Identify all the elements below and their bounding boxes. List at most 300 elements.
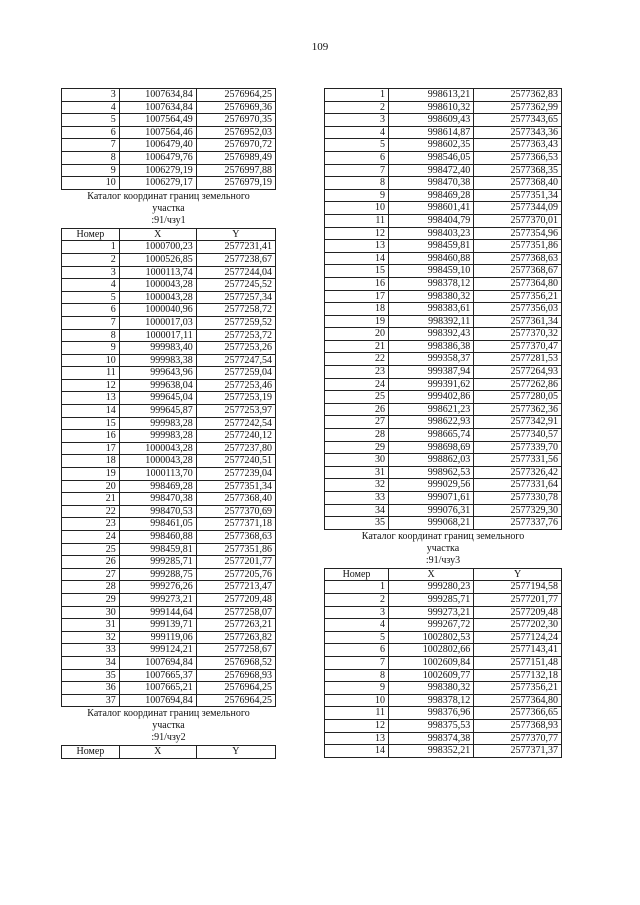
cell-x: 999983,40 [119, 342, 196, 355]
table-row [325, 214, 562, 227]
coordinate-table-continued-right [324, 88, 562, 530]
cell-y: 2577368,93 [474, 719, 562, 732]
cell-number: 11 [62, 367, 120, 380]
cell-number: 24 [325, 378, 389, 391]
table-row [325, 151, 562, 164]
cell-number: 3 [325, 606, 389, 619]
cell-number: 3 [62, 266, 120, 279]
cell-number: 4 [62, 101, 120, 114]
cell-y: 2577370,77 [474, 732, 562, 745]
table-row [62, 139, 276, 152]
table-row [62, 455, 276, 468]
cell-x: 1006279,17 [119, 177, 196, 190]
cell-number: 15 [325, 265, 389, 278]
cell-x: 1002609,77 [388, 669, 473, 682]
table-row [62, 631, 276, 644]
cell-number: 8 [325, 177, 389, 190]
cell-y: 2577253,72 [196, 329, 275, 342]
cell-x: 1006279,19 [119, 164, 196, 177]
cell-number: 8 [62, 329, 120, 342]
cell-number: 14 [325, 745, 389, 758]
table-row [325, 441, 562, 454]
cell-y: 2576970,72 [196, 139, 275, 152]
cell-y: 2577356,21 [474, 290, 562, 303]
cell-x: 998614,87 [388, 126, 473, 139]
cell-number: 35 [325, 517, 389, 530]
cell-y: 2577368,40 [196, 493, 275, 506]
table-row [62, 556, 276, 569]
table-row [325, 101, 562, 114]
cell-x: 999387,94 [388, 366, 473, 379]
cell-number: 32 [325, 479, 389, 492]
cell-x: 998621,23 [388, 403, 473, 416]
cell-y: 2577257,34 [196, 291, 275, 304]
table-row [62, 480, 276, 493]
cell-y: 2577329,30 [474, 504, 562, 517]
table-row [325, 252, 562, 265]
cell-y: 2577239,04 [196, 468, 275, 481]
cell-number: 7 [62, 139, 120, 152]
cell-number: 12 [325, 719, 389, 732]
caption-line: :91/чзу3 [425, 554, 461, 566]
cell-number: 20 [62, 480, 120, 493]
table-row [62, 442, 276, 455]
table-row [62, 581, 276, 594]
cell-number: 21 [62, 493, 120, 506]
table-row [325, 517, 562, 530]
cell-y: 2577363,43 [474, 139, 562, 152]
cell-number: 12 [325, 227, 389, 240]
cell-number: 8 [62, 151, 120, 164]
cell-y: 2577326,42 [474, 466, 562, 479]
cell-number: 17 [325, 290, 389, 303]
cell-x: 1007564,46 [119, 126, 196, 139]
table-row [325, 177, 562, 190]
cell-x: 1002802,53 [388, 631, 473, 644]
cell-x: 998470,38 [119, 493, 196, 506]
cell-x: 999285,71 [388, 593, 473, 606]
cell-number: 27 [62, 568, 120, 581]
table-row [325, 479, 562, 492]
coordinate-table-continued [61, 88, 276, 190]
table-row [325, 227, 562, 240]
cell-x: 998404,79 [388, 214, 473, 227]
right-column [324, 88, 562, 758]
cell-number: 22 [325, 353, 389, 366]
cell-y: 2577370,32 [474, 328, 562, 341]
table-row [62, 316, 276, 329]
cell-y: 2577281,53 [474, 353, 562, 366]
table-row [62, 342, 276, 355]
table-row [325, 504, 562, 517]
cell-x: 998378,12 [388, 694, 473, 707]
cell-y: 2577151,48 [474, 656, 562, 669]
cell-y: 2577343,65 [474, 114, 562, 127]
cell-x: 999124,21 [119, 644, 196, 657]
cell-y: 2577253,19 [196, 392, 275, 405]
table-row [325, 454, 562, 467]
cell-x: 998469,28 [119, 480, 196, 493]
cell-x: 999139,71 [119, 619, 196, 632]
table-row [62, 656, 276, 669]
cell-y: 2577370,01 [474, 214, 562, 227]
cell-y: 2577356,03 [474, 303, 562, 316]
cell-y: 2577201,77 [196, 556, 275, 569]
cell-number: 36 [62, 682, 120, 695]
cell-number: 25 [325, 391, 389, 404]
table-row [62, 354, 276, 367]
table-row [325, 745, 562, 758]
table-row [325, 581, 562, 594]
cell-y: 2576964,25 [196, 694, 275, 707]
cell-number: 2 [325, 101, 389, 114]
table-row [325, 240, 562, 253]
cell-y: 2576989,49 [196, 151, 275, 164]
cell-y: 2577253,46 [196, 379, 275, 392]
cell-x: 999276,26 [119, 581, 196, 594]
cell-x: 1000043,28 [119, 455, 196, 468]
cell-y: 2577253,26 [196, 342, 275, 355]
cell-number: 10 [325, 202, 389, 215]
cell-number: 5 [325, 631, 389, 644]
table-row [325, 631, 562, 644]
cell-x: 998460,88 [388, 252, 473, 265]
cell-number: 29 [62, 593, 120, 606]
cell-y: 2577340,57 [474, 429, 562, 442]
table-row [62, 241, 276, 254]
cell-x: 1007634,84 [119, 101, 196, 114]
cell-x: 1000043,28 [119, 291, 196, 304]
cell-number: 34 [325, 504, 389, 517]
cell-number: 13 [325, 732, 389, 745]
cell-x: 999285,71 [119, 556, 196, 569]
cell-x: 1000017,03 [119, 316, 196, 329]
cell-x: 998601,41 [388, 202, 473, 215]
cell-x: 998459,81 [388, 240, 473, 253]
cell-y: 2577368,63 [196, 531, 275, 544]
table-row [325, 378, 562, 391]
table-row [62, 279, 276, 292]
cell-number: 9 [325, 682, 389, 695]
cell-x: 999645,87 [119, 405, 196, 418]
cell-x: 998962,53 [388, 466, 473, 479]
cell-y: 2576952,03 [196, 126, 275, 139]
table-row [62, 101, 276, 114]
cell-y: 2577351,86 [196, 543, 275, 556]
cell-x: 1000043,28 [119, 442, 196, 455]
cell-x: 1000526,85 [119, 253, 196, 266]
table-row [325, 303, 562, 316]
table-row [62, 505, 276, 518]
cell-y: 2577231,41 [196, 241, 275, 254]
cell-number: 23 [62, 518, 120, 531]
cell-y: 2577364,80 [474, 277, 562, 290]
cell-y: 2576968,52 [196, 656, 275, 669]
table-header-row [62, 228, 276, 241]
cell-x: 999983,28 [119, 430, 196, 443]
table-row [325, 340, 562, 353]
cell-x: 999267,72 [388, 619, 473, 632]
catalog-caption-chzu3 [324, 531, 562, 567]
cell-number: 6 [325, 644, 389, 657]
cell-x: 998698,69 [388, 441, 473, 454]
cell-number: 11 [325, 214, 389, 227]
cell-y: 2577331,64 [474, 479, 562, 492]
cell-y: 2576969,36 [196, 101, 275, 114]
header-x: X [388, 568, 473, 581]
cell-x: 998613,21 [388, 89, 473, 102]
cell-x: 1006479,76 [119, 151, 196, 164]
header-y: Y [196, 228, 275, 241]
table-row [325, 290, 562, 303]
cell-y: 2577361,34 [474, 315, 562, 328]
cell-y: 2577263,82 [196, 631, 275, 644]
cell-y: 2577258,72 [196, 304, 275, 317]
cell-number: 2 [325, 593, 389, 606]
cell-y: 2577344,09 [474, 202, 562, 215]
caption-line: Каталог координат границ земельного [87, 190, 250, 202]
cell-number: 17 [62, 442, 120, 455]
cell-y: 2577371,37 [474, 745, 562, 758]
cell-number: 16 [325, 277, 389, 290]
cell-x: 999068,21 [388, 517, 473, 530]
cell-number: 10 [325, 694, 389, 707]
table-row [325, 89, 562, 102]
cell-x: 999983,28 [119, 417, 196, 430]
table-row [62, 304, 276, 317]
cell-y: 2577253,97 [196, 405, 275, 418]
cell-number: 7 [62, 316, 120, 329]
cell-x: 998469,28 [388, 189, 473, 202]
cell-x: 998378,12 [388, 277, 473, 290]
cell-x: 999391,62 [388, 378, 473, 391]
cell-x: 999071,61 [388, 492, 473, 505]
table-row [325, 682, 562, 695]
cell-number: 7 [325, 656, 389, 669]
table-row [325, 707, 562, 720]
cell-y: 2577132,18 [474, 669, 562, 682]
cell-number: 1 [325, 89, 389, 102]
cell-number: 10 [62, 354, 120, 367]
table-row [325, 126, 562, 139]
cell-x: 1000043,28 [119, 279, 196, 292]
cell-x: 999029,56 [388, 479, 473, 492]
cell-number: 2 [62, 253, 120, 266]
table-row [325, 416, 562, 429]
cell-number: 5 [325, 139, 389, 152]
cell-x: 1000040,96 [119, 304, 196, 317]
cell-x: 999144,64 [119, 606, 196, 619]
cell-y: 2577209,48 [196, 593, 275, 606]
cell-x: 999358,37 [388, 353, 473, 366]
cell-x: 1007694,84 [119, 694, 196, 707]
table-row [325, 202, 562, 215]
table-row [325, 466, 562, 479]
table-row [62, 493, 276, 506]
table-header-row [325, 568, 562, 581]
cell-number: 19 [62, 468, 120, 481]
cell-x: 999280,23 [388, 581, 473, 594]
cell-number: 10 [62, 177, 120, 190]
cell-number: 1 [62, 241, 120, 254]
cell-number: 7 [325, 164, 389, 177]
cell-y: 2576968,93 [196, 669, 275, 682]
cell-y: 2577368,63 [474, 252, 562, 265]
table-row [325, 656, 562, 669]
cell-number: 29 [325, 441, 389, 454]
cell-x: 998403,23 [388, 227, 473, 240]
cell-x: 1007665,21 [119, 682, 196, 695]
cell-x: 1000113,70 [119, 468, 196, 481]
cell-y: 2577364,80 [474, 694, 562, 707]
cell-y: 2577371,18 [196, 518, 275, 531]
table-row [62, 329, 276, 342]
cell-x: 998375,53 [388, 719, 473, 732]
cell-y: 2577362,83 [474, 89, 562, 102]
table-row [325, 593, 562, 606]
cell-x: 999273,21 [119, 593, 196, 606]
table-row [62, 367, 276, 380]
cell-x: 1007694,84 [119, 656, 196, 669]
header-number: Номер [62, 746, 120, 759]
cell-x: 998392,11 [388, 315, 473, 328]
cell-number: 22 [62, 505, 120, 518]
cell-number: 3 [62, 89, 120, 102]
table-row [62, 126, 276, 139]
cell-x: 998622,93 [388, 416, 473, 429]
cell-x: 1002609,84 [388, 656, 473, 669]
cell-y: 2577213,47 [196, 581, 275, 594]
cell-x: 999288,75 [119, 568, 196, 581]
caption-line: участка [152, 720, 185, 732]
cell-number: 35 [62, 669, 120, 682]
cell-x: 999638,04 [119, 379, 196, 392]
cell-y: 2577356,21 [474, 682, 562, 695]
cell-number: 34 [62, 656, 120, 669]
table-row [325, 669, 562, 682]
cell-y: 2577263,21 [196, 619, 275, 632]
cell-number: 26 [325, 403, 389, 416]
cell-y: 2577238,67 [196, 253, 275, 266]
cell-x: 999402,86 [388, 391, 473, 404]
table-row [62, 291, 276, 304]
table-row [62, 114, 276, 127]
cell-y: 2577368,67 [474, 265, 562, 278]
cell-y: 2577264,93 [474, 366, 562, 379]
table-row [325, 644, 562, 657]
cell-number: 16 [62, 430, 120, 443]
cell-number: 20 [325, 328, 389, 341]
cell-number: 37 [62, 694, 120, 707]
page-number: 109 [311, 41, 329, 53]
cell-y: 2577242,54 [196, 417, 275, 430]
cell-y: 2577240,51 [196, 455, 275, 468]
cell-y: 2577280,05 [474, 391, 562, 404]
cell-y: 2577194,58 [474, 581, 562, 594]
cell-y: 2577337,76 [474, 517, 562, 530]
coordinate-table-chzu2 [61, 745, 276, 759]
catalog-caption-chzu2 [61, 708, 276, 744]
cell-number: 6 [62, 304, 120, 317]
cell-x: 998665,74 [388, 429, 473, 442]
cell-y: 2577262,86 [474, 378, 562, 391]
table-row [325, 429, 562, 442]
cell-x: 998392,43 [388, 328, 473, 341]
cell-number: 19 [325, 315, 389, 328]
cell-y: 2577351,34 [474, 189, 562, 202]
cell-y: 2577258,67 [196, 644, 275, 657]
table-row [325, 328, 562, 341]
cell-y: 2577366,53 [474, 151, 562, 164]
cell-number: 31 [325, 466, 389, 479]
cell-number: 23 [325, 366, 389, 379]
caption-line: Каталог координат границ земельного [87, 708, 250, 720]
cell-y: 2577124,24 [474, 631, 562, 644]
cell-y: 2577368,35 [474, 164, 562, 177]
cell-y: 2577368,40 [474, 177, 562, 190]
coordinate-table-chzu3 [324, 568, 562, 758]
table-row [62, 392, 276, 405]
cell-y: 2577354,96 [474, 227, 562, 240]
cell-number: 18 [325, 303, 389, 316]
cell-x: 998470,53 [119, 505, 196, 518]
cell-number: 3 [325, 114, 389, 127]
cell-y: 2577343,36 [474, 126, 562, 139]
cell-x: 998459,10 [388, 265, 473, 278]
cell-x: 998470,38 [388, 177, 473, 190]
cell-x: 1006479,40 [119, 139, 196, 152]
cell-number: 4 [325, 126, 389, 139]
table-row [325, 114, 562, 127]
cell-number: 8 [325, 669, 389, 682]
cell-y: 2577370,69 [196, 505, 275, 518]
cell-x: 998459,81 [119, 543, 196, 556]
cell-x: 998546,05 [388, 151, 473, 164]
cell-number: 1 [325, 581, 389, 594]
cell-y: 2577351,86 [474, 240, 562, 253]
cell-y: 2577143,41 [474, 644, 562, 657]
table-row [62, 151, 276, 164]
cell-x: 998862,03 [388, 454, 473, 467]
cell-y: 2576964,25 [196, 89, 275, 102]
header-number: Номер [62, 228, 120, 241]
cell-number: 25 [62, 543, 120, 556]
cell-number: 14 [62, 405, 120, 418]
table-row [62, 253, 276, 266]
caption-line: :91/чзу2 [151, 732, 186, 744]
cell-x: 998460,88 [119, 531, 196, 544]
table-row [325, 606, 562, 619]
cell-x: 1002802,66 [388, 644, 473, 657]
table-row [325, 403, 562, 416]
table-row [325, 492, 562, 505]
cell-number: 12 [62, 379, 120, 392]
cell-x: 1000017,11 [119, 329, 196, 342]
cell-x: 998386,38 [388, 340, 473, 353]
cell-x: 998380,32 [388, 290, 473, 303]
cell-number: 27 [325, 416, 389, 429]
table-row [62, 694, 276, 707]
table-row [325, 189, 562, 202]
cell-y: 2577247,54 [196, 354, 275, 367]
cell-number: 11 [325, 707, 389, 720]
cell-y: 2576964,25 [196, 682, 275, 695]
table-row [62, 468, 276, 481]
table-row [325, 139, 562, 152]
cell-y: 2577362,99 [474, 101, 562, 114]
caption-line: Каталог координат границ земельного [361, 530, 525, 542]
cell-number: 30 [62, 606, 120, 619]
